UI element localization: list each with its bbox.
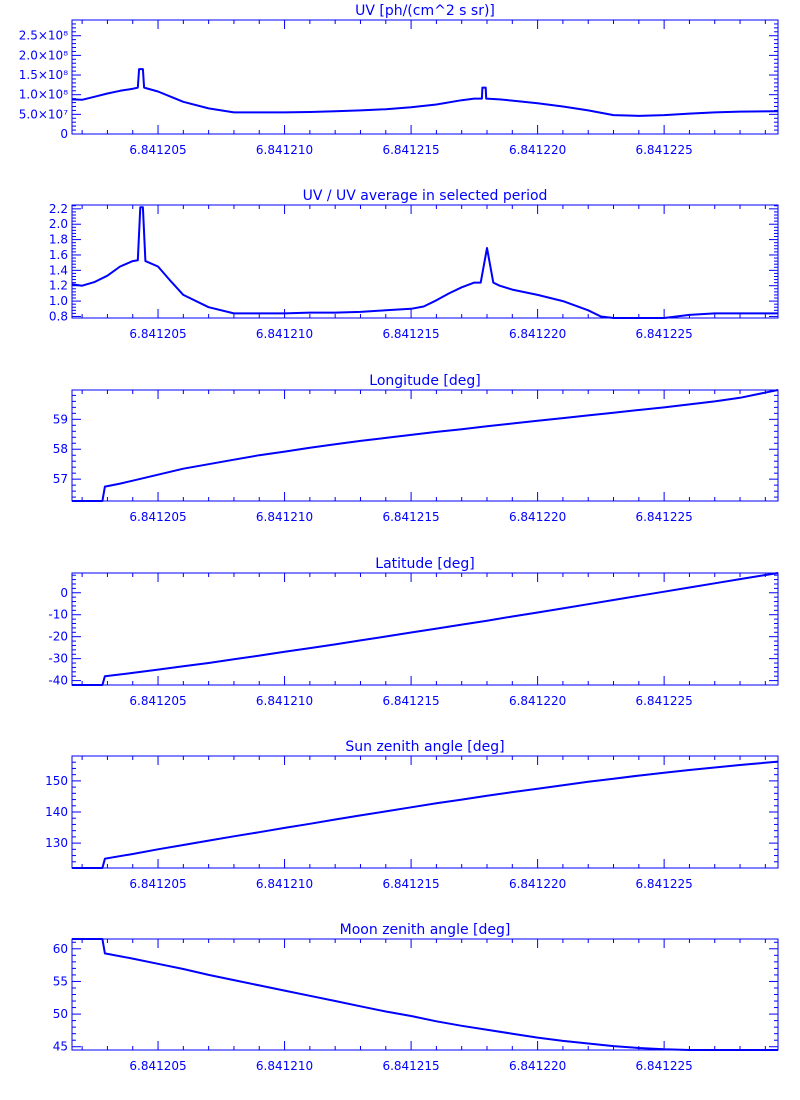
x-tick-label: 6.841220 — [508, 143, 567, 157]
x-tick-label: 6.841210 — [255, 510, 314, 524]
x-tick-label: 6.841220 — [508, 877, 567, 891]
chart-panel-2 — [49, 188, 778, 341]
series-line-1 — [72, 390, 778, 501]
x-tick-label: 6.841205 — [129, 694, 187, 708]
x-tick-label: 6.841210 — [255, 327, 314, 341]
x-tick-label: 6.841225 — [635, 510, 693, 524]
x-tick-label: 6.841225 — [635, 327, 693, 341]
x-tick-label: 6.841220 — [508, 1059, 567, 1073]
y-tick-label: 55 — [52, 974, 68, 989]
x-tick-label: 6.841205 — [129, 510, 187, 524]
series-line-1 — [72, 939, 778, 1050]
y-tick-label: 1.8 — [48, 232, 68, 247]
x-tick-label: 6.841215 — [382, 877, 440, 891]
x-tick-label: 6.841225 — [635, 877, 693, 891]
chart-title: Longitude [deg] — [369, 373, 481, 389]
x-tick-label: 6.841205 — [129, 1059, 187, 1073]
y-tick-label: 1.4 — [48, 263, 68, 278]
x-tick-label: 6.841225 — [635, 694, 693, 708]
y-tick-label: 58 — [52, 442, 68, 457]
chart-title: Sun zenith angle [deg] — [345, 739, 505, 755]
y-tick-label: 57 — [52, 472, 68, 487]
y-tick-label: 2.5×10⁸ — [18, 28, 68, 43]
x-tick-label: 6.841215 — [382, 143, 440, 157]
chart-title: UV [ph/(cm^2 s sr)] — [355, 3, 495, 19]
chart-title: Moon zenith angle [deg] — [339, 922, 511, 938]
y-tick-label: 1.2 — [48, 278, 68, 293]
chart-title: UV / UV average in selected period — [302, 188, 548, 204]
y-tick-label: 1.5×10⁸ — [18, 68, 68, 83]
y-tick-label: 0 — [60, 127, 68, 141]
x-tick-label: 6.841205 — [129, 877, 187, 891]
x-tick-label: 6.841210 — [255, 1059, 314, 1073]
y-tick-label: 150 — [45, 773, 68, 788]
y-tick-label: 2.0×10⁸ — [18, 48, 68, 63]
y-tick-label: 1.6 — [48, 247, 68, 262]
x-tick-label: 6.841205 — [129, 143, 187, 157]
series-line-1 — [72, 69, 778, 116]
y-tick-label: 0 — [60, 585, 68, 600]
x-tick-label: 6.841220 — [508, 327, 567, 341]
series-line-1 — [72, 762, 778, 868]
y-tick-label: 130 — [45, 836, 68, 851]
plot-frame — [72, 205, 778, 318]
y-tick-label: 59 — [52, 412, 68, 427]
x-tick-label: 6.841210 — [255, 877, 314, 891]
x-tick-label: 6.841220 — [508, 510, 567, 524]
chart-panel-3 — [53, 373, 778, 524]
y-tick-label: 1.0×10⁸ — [18, 87, 68, 102]
chart-panel-4 — [48, 556, 778, 708]
y-tick-label: 2.0 — [48, 217, 68, 232]
x-tick-label: 6.841215 — [382, 694, 440, 708]
y-tick-label: 5.0×10⁷ — [18, 107, 68, 122]
x-tick-label: 6.841205 — [129, 327, 187, 341]
y-tick-label: -40 — [48, 673, 68, 688]
chart-panel-5 — [45, 739, 778, 891]
y-tick-label: 60 — [52, 941, 68, 956]
x-tick-label: 6.841210 — [255, 694, 314, 708]
y-tick-label: 2.2 — [48, 201, 68, 216]
x-tick-label: 6.841215 — [382, 1059, 440, 1073]
x-tick-label: 6.841225 — [635, 1059, 693, 1073]
y-tick-label: 50 — [52, 1007, 68, 1022]
plot-frame — [72, 20, 778, 134]
y-tick-label: 1.0 — [48, 294, 68, 309]
y-tick-label: 45 — [52, 1039, 68, 1054]
chart-title: Latitude [deg] — [375, 556, 475, 572]
y-tick-label: -20 — [48, 629, 68, 644]
plot-frame — [72, 939, 778, 1050]
series-line-1 — [72, 207, 778, 318]
y-tick-label: -30 — [48, 651, 68, 666]
x-tick-label: 6.841215 — [382, 327, 440, 341]
chart-panel-1 — [19, 3, 778, 157]
x-tick-label: 6.841225 — [635, 143, 693, 157]
y-tick-label: 0.8 — [48, 309, 68, 324]
y-tick-label: 140 — [45, 805, 68, 819]
y-tick-label: -10 — [48, 607, 68, 622]
x-tick-label: 6.841215 — [382, 510, 440, 524]
x-tick-label: 6.841210 — [255, 143, 314, 157]
series-line-1 — [72, 573, 778, 685]
x-tick-label: 6.841220 — [508, 694, 567, 708]
chart-panel-6 — [53, 922, 778, 1073]
